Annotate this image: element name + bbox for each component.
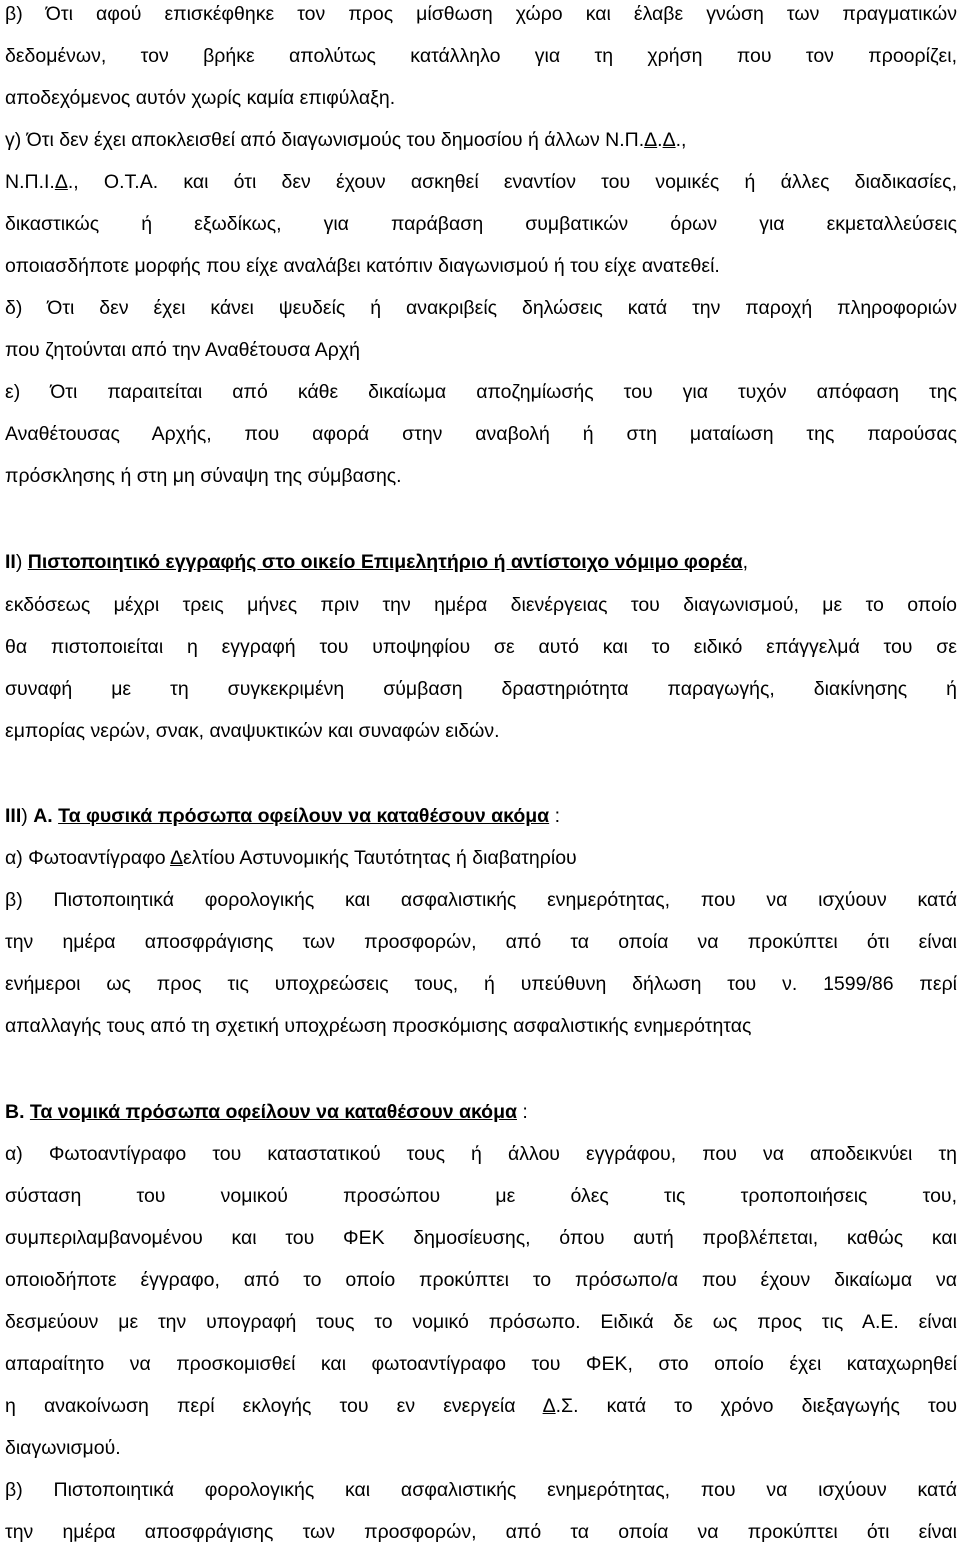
clause-e-line-3: πρόσκλησης ή στη μη σύναψη της σύμβασης. bbox=[5, 465, 402, 487]
item-text: ελτίου Αστυνομικής Ταυτότητας ή διαβατηρίου bbox=[183, 847, 577, 869]
punctuation: ., bbox=[675, 129, 687, 151]
underlined-letter: Δ bbox=[644, 129, 658, 151]
clause-d-line-1: δ) Ότι δεν έχει κάνει ψευδείς ή ανακριβείς δηλώσεις κατά την παροχή πληροφοριών bbox=[5, 297, 957, 319]
section-ii-line-1: εκδόσεως μέχρι τρεις μήνες πριν την ημέρα διενέργειας του διαγωνισμού, με το οποίο bbox=[5, 594, 957, 616]
clause-b-line-3: αποδεχόμενος αυτόν χωρίς καμία επιφύλαξη. bbox=[5, 87, 396, 109]
section-iii-a-line bbox=[5, 846, 957, 870]
section-b-b-line-2: την ημέρα αποσφράγισης των προσφορών, από τα οποία να προκύπτει ότι είναι bbox=[5, 1521, 957, 1543]
section-b-a-line-4: οποιοδήποτε έγγραφο, από το οποίο προκύπτει το πρόσωπο/α που έχουν δικαίωμα να bbox=[5, 1269, 957, 1291]
section-iii-b-line-1: β) Πιστοποιητικά φορολογικής και ασφαλιστικής ενημερότητας, που να ισχύουν κατά bbox=[5, 889, 957, 911]
section-b-a-line-2: σύσταση του νομικού προσώπου με όλες τις τροποποιήσεις του, bbox=[5, 1185, 957, 1207]
section-iii-b-line-2: την ημέρα αποσφράγισης των προσφορών, από τα οποία να προκύπτει ότι είναι bbox=[5, 931, 957, 953]
clause-c-line-3: δικαστικώς ή εξωδίκως, για παράβαση συμβατικών όρων για εκμεταλλεύσεις bbox=[5, 213, 957, 235]
section-title: Πιστοποιητικό εγγραφής στο οικείο Επιμελητήριο ή αντίστοιχο νόμιμο φορέα bbox=[27, 551, 743, 573]
punctuation: : bbox=[549, 805, 560, 827]
clause-e-line-1: ε) Ότι παραιτείται από κάθε δικαίωμα αποζημίωσής του για τυχόν απόφαση της bbox=[5, 381, 957, 403]
punctuation: , bbox=[742, 551, 749, 573]
clause-c-line-4: οποιασδήποτε μορφής που είχε αναλάβει κατόπιν διαγωνισμού ή του είχε ανατεθεί. bbox=[5, 255, 720, 277]
item-text: α) Φωτοαντίγραφο bbox=[5, 847, 166, 869]
subsection-label: Α. bbox=[33, 805, 53, 827]
dot: . bbox=[657, 129, 663, 151]
clause-c-line-2 bbox=[5, 170, 957, 194]
underlined-letter: Δ bbox=[542, 1395, 556, 1417]
section-ii-heading bbox=[5, 550, 957, 574]
section-b-a-line-5: δεσμεύουν με την υπογραφή τους το νομικό πρόσωπο. Ειδικά δε ως προς τις Α.Ε. είναι bbox=[5, 1311, 957, 1333]
section-ii-line-3: συναφή με τη συγκεκριμένη σύμβαση δραστηριότητα παραγωγής, διακίνησης ή bbox=[5, 678, 957, 700]
clause-c-text: ., Ο.Τ.Α. και ότι δεν έχουν ασκηθεί εναντίον του νομικές ή άλλες διαδικασίες, bbox=[67, 171, 957, 193]
underlined-letter: Δ bbox=[169, 847, 184, 869]
section-b-a-line-1: α) Φωτοαντίγραφο του καταστατικού τους ή άλλου εγγράφου, που να αποδεικνύει τη bbox=[5, 1143, 957, 1165]
clause-b-line-2: δεδομένων, τον βρήκε απολύτως κατάλληλο για τη χρήση που τον προορίζει, bbox=[5, 45, 957, 67]
section-ii-line-4: εμπορίας νερών, σνακ, αναψυκτικών και συναφών ειδών. bbox=[5, 720, 500, 742]
section-b-a-line-7 bbox=[5, 1394, 957, 1418]
section-b-a-line-8: διαγωνισμού. bbox=[5, 1437, 121, 1459]
clause-e-line-2: Αναθέτουσας Αρχής, που αφορά στην αναβολή ή στη ματαίωση της παρούσας bbox=[5, 423, 957, 445]
section-iii-b-line-3: ενήμεροι ως προς τις υποχρεώσεις τους, ή υπεύθυνη δήλωση του ν. 1599/86 περί bbox=[5, 973, 957, 995]
section-iii-b-line-4: απαλλαγής τους από τη σχετική υποχρέωση προσκόμισης ασφαλιστικής ενημερότητας bbox=[5, 1015, 752, 1037]
punctuation: : bbox=[517, 1101, 528, 1123]
item-text: η ανακοίνωση περί εκλογής του εν ενεργεία bbox=[5, 1395, 516, 1417]
item-text: .Σ. κατά το χρόνο διεξαγωγής του bbox=[555, 1395, 957, 1417]
clause-c-line-1 bbox=[5, 128, 957, 152]
clause-c-text: γ) Ότι δεν έχει αποκλεισθεί από διαγωνισμούς του δημοσίου ή άλλων Ν.Π. bbox=[5, 129, 645, 151]
subsection-title: Τα φυσικά πρόσωπα οφείλουν να καταθέσουν ακόμα bbox=[58, 805, 550, 827]
section-paren: ) bbox=[15, 551, 23, 573]
section-b-a-line-6: απαραίτητο να προσκομισθεί και φωτοαντίγραφο του ΦΕΚ, στο οποίο έχει καταχωρηθεί bbox=[5, 1353, 957, 1375]
subsection-label: Β. bbox=[5, 1101, 25, 1123]
section-ii-line-2: θα πιστοποιείται η εγγραφή του υποψηφίου σε αυτό και το ειδικό επάγγελμά του σε bbox=[5, 636, 957, 658]
underlined-letter: Δ bbox=[662, 129, 676, 151]
underlined-letter: Δ bbox=[54, 171, 68, 193]
section-paren: ) bbox=[21, 805, 28, 827]
section-b-b-line-1: β) Πιστοποιητικά φορολογικής και ασφαλιστικής ενημερότητας, που να ισχύουν κατά bbox=[5, 1479, 957, 1501]
clause-d-line-2: που ζητούνται από την Αναθέτουσα Αρχή bbox=[5, 339, 360, 361]
clause-c-text: Ν.Π.Ι. bbox=[5, 171, 55, 193]
clause-b-line-1: β) Ότι αφού επισκέφθηκε τον προς μίσθωση χώρο και έλαβε γνώση των πραγματικών bbox=[5, 3, 957, 25]
subsection-title: Τα νομικά πρόσωπα οφείλουν να καταθέσουν ακόμα bbox=[29, 1101, 518, 1123]
section-b-a-line-3: συμπεριλαμβανομένου και του ΦΕΚ δημοσίευσης, όπου αυτή προβλέπεται, καθώς και bbox=[5, 1227, 957, 1249]
section-number: ΙΙ bbox=[5, 551, 16, 573]
section-number: ΙΙΙ bbox=[5, 805, 22, 827]
section-b-heading bbox=[5, 1100, 957, 1124]
section-iii-heading bbox=[5, 804, 957, 828]
